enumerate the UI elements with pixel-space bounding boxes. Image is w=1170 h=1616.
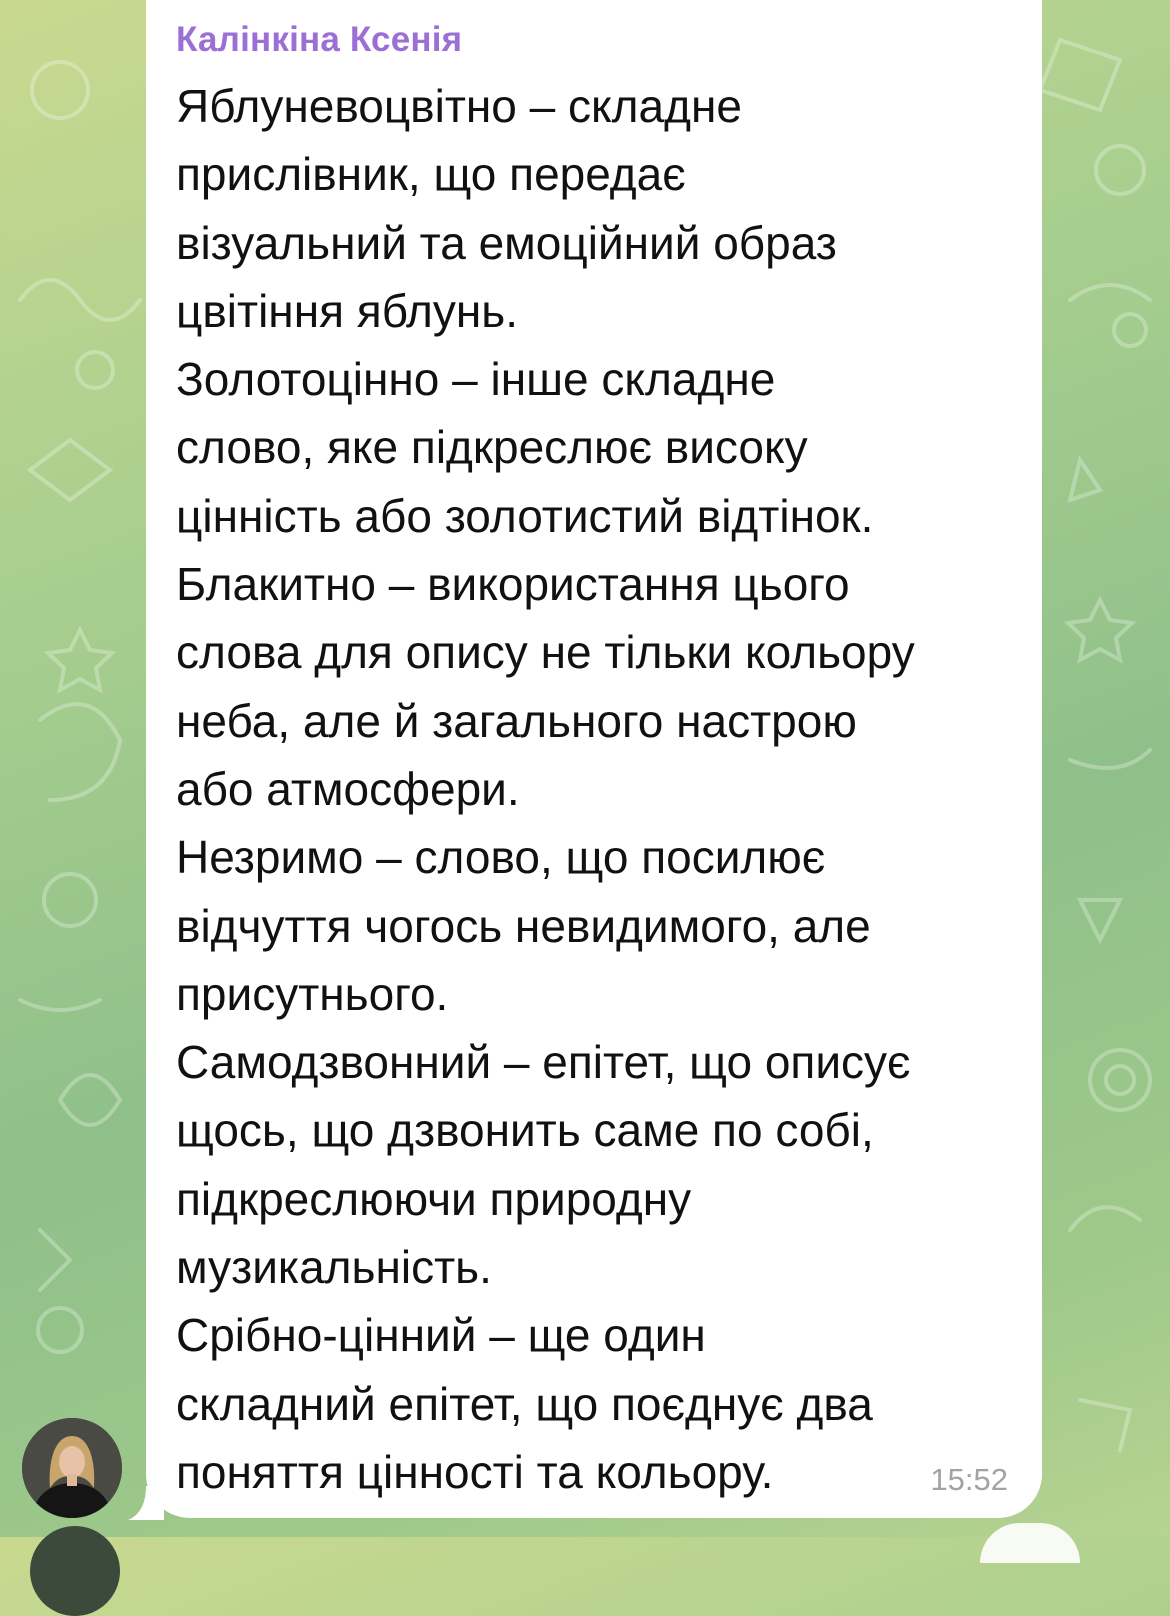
message-text xyxy=(176,72,1026,1506)
message-line: складний епітет, що поєднує два xyxy=(176,1377,873,1430)
message-line: відчуття чогось невидимого, але xyxy=(176,899,871,952)
message-line: Золотоцінно – інше складне xyxy=(176,353,776,406)
message-bubble[interactable] xyxy=(146,0,1042,1518)
message-timestamp: 15:52 xyxy=(930,1462,1008,1497)
message-line: Самодзвонний – епітет, що описує xyxy=(176,1036,911,1089)
message-line: цвітіння яблунь. xyxy=(176,284,518,337)
message-line: музикальність. xyxy=(176,1241,492,1294)
message-line: цінність або золотистий відтінок. xyxy=(176,489,874,542)
sender-name[interactable]: Калінкіна Ксенія xyxy=(176,20,463,59)
message-line: неба, але й загального настрою xyxy=(176,694,857,747)
message-line: слова для опису не тільки кольору xyxy=(176,626,915,679)
message-line: присутнього. xyxy=(176,967,449,1020)
message-line: прислівник, що передає xyxy=(176,148,686,201)
next-avatar[interactable] xyxy=(30,1526,120,1616)
message-line: або атмосфери. xyxy=(176,762,520,815)
sender-avatar[interactable] xyxy=(22,1418,122,1518)
message-line: підкреслюючи природну xyxy=(176,1172,692,1225)
user-photo-avatar-icon xyxy=(22,1418,122,1518)
message-line: Срібно-цінний – ще один xyxy=(176,1309,706,1362)
message-line: Незримо – слово, що посилює xyxy=(176,831,826,884)
message-line: щось, що дзвонить саме по собі, xyxy=(176,1104,874,1157)
message-line: візуальний та емоційний образ xyxy=(176,216,837,269)
message-line: Блакитно – використання цього xyxy=(176,558,850,611)
message-line: поняття цінності та кольору. xyxy=(176,1445,774,1498)
message-line: слово, яке підкреслює високу xyxy=(176,421,808,474)
message-line: Яблуневоцвітно – складне xyxy=(176,80,742,132)
